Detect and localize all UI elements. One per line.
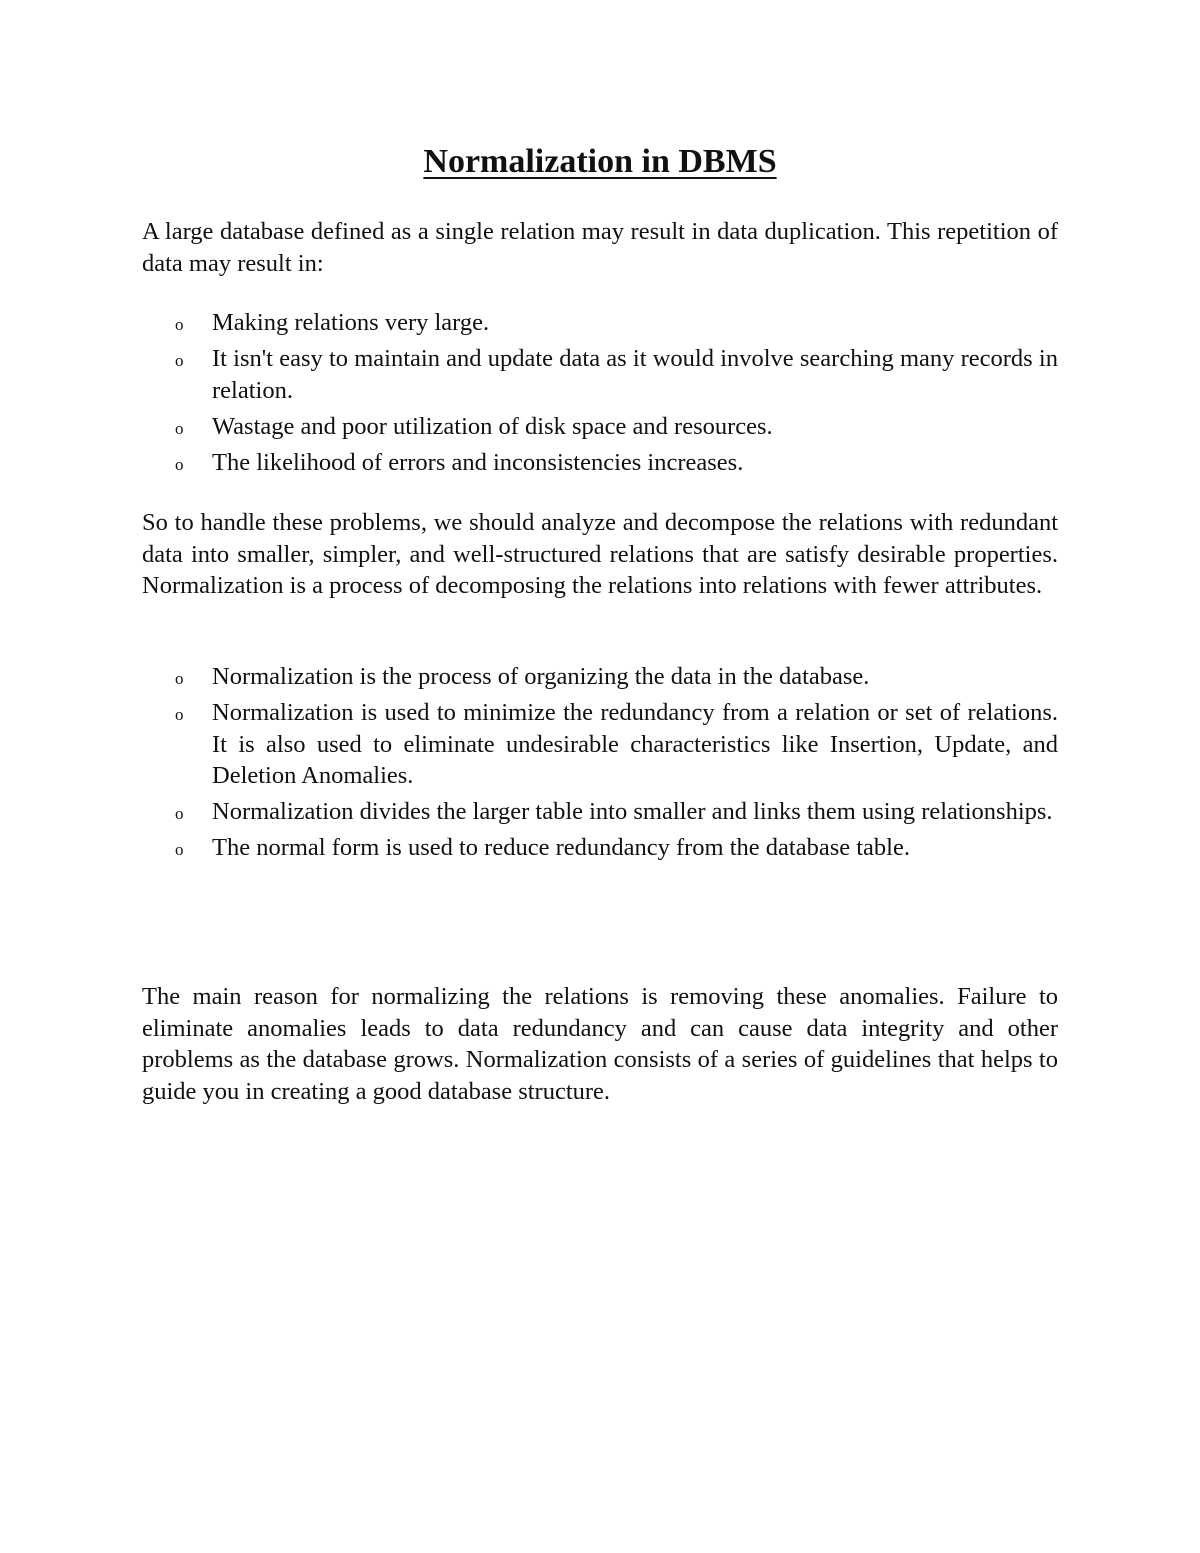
- list-item-text: The likelihood of errors and inconsistencies increases.: [212, 448, 744, 476]
- bullet-icon: o: [175, 705, 184, 724]
- list-item-text: It isn't easy to maintain and update data as it would involve searching many records in relation.: [212, 345, 1058, 404]
- list-item-text: Normalization is used to minimize the redundancy from a relation or set of relations. It is also used to eliminate undesirable characteristics like Insertion, Update, and Deletion Anomalies.: [212, 699, 1058, 789]
- bullet-icon: o: [175, 418, 184, 438]
- bullet-icon: o: [175, 840, 184, 859]
- list-item: [142, 307, 1058, 339]
- list-item: [142, 343, 1058, 406]
- bullet-icon: o: [175, 454, 184, 474]
- list-item-text: Normalization divides the larger table into smaller and links them using relationships.: [212, 798, 1053, 825]
- list-item-text: Making relations very large.: [212, 309, 490, 336]
- bullet-icon: o: [175, 669, 184, 688]
- bullet-icon: o: [175, 315, 184, 334]
- list-item: [142, 661, 1058, 693]
- list-item: [142, 796, 1058, 828]
- problems-list: [142, 307, 1058, 483]
- list-item: [142, 832, 1058, 864]
- bullet-icon: o: [175, 804, 184, 823]
- list-item: [142, 697, 1058, 792]
- list-item-text: Normalization is the process of organizing the data in the database.: [212, 663, 870, 690]
- list-item-text: The normal form is used to reduce redundancy from the database table.: [212, 834, 910, 861]
- solution-paragraph: So to handle these problems, we should analyze and decompose the relations with redundant data into smaller, simpler, and well-structured relations that are satisfy desirable properties. Normalization is a process of decomposing the relations into relations with fewer attributes.: [142, 509, 1058, 599]
- list-item-text: Wastage and poor utilization of disk space and resources.: [212, 412, 773, 440]
- document-title: Normalization in DBMS: [423, 143, 777, 180]
- bullet-icon: o: [175, 351, 184, 370]
- points-list: [142, 661, 1058, 868]
- list-item: [142, 411, 1058, 443]
- list-item: [142, 447, 1058, 479]
- conclusion-paragraph: The main reason for normalizing the relations is removing these anomalies. Failure to eliminate anomalies leads to data redundancy and can cause data integrity and other problems as the database grows. Normalization consists of a series of guidelines that helps to guide you in creating a good database structure.: [142, 983, 1058, 1105]
- intro-paragraph: A large database defined as a single relation may result in data duplication. This repetition of data may result in:: [142, 218, 1058, 277]
